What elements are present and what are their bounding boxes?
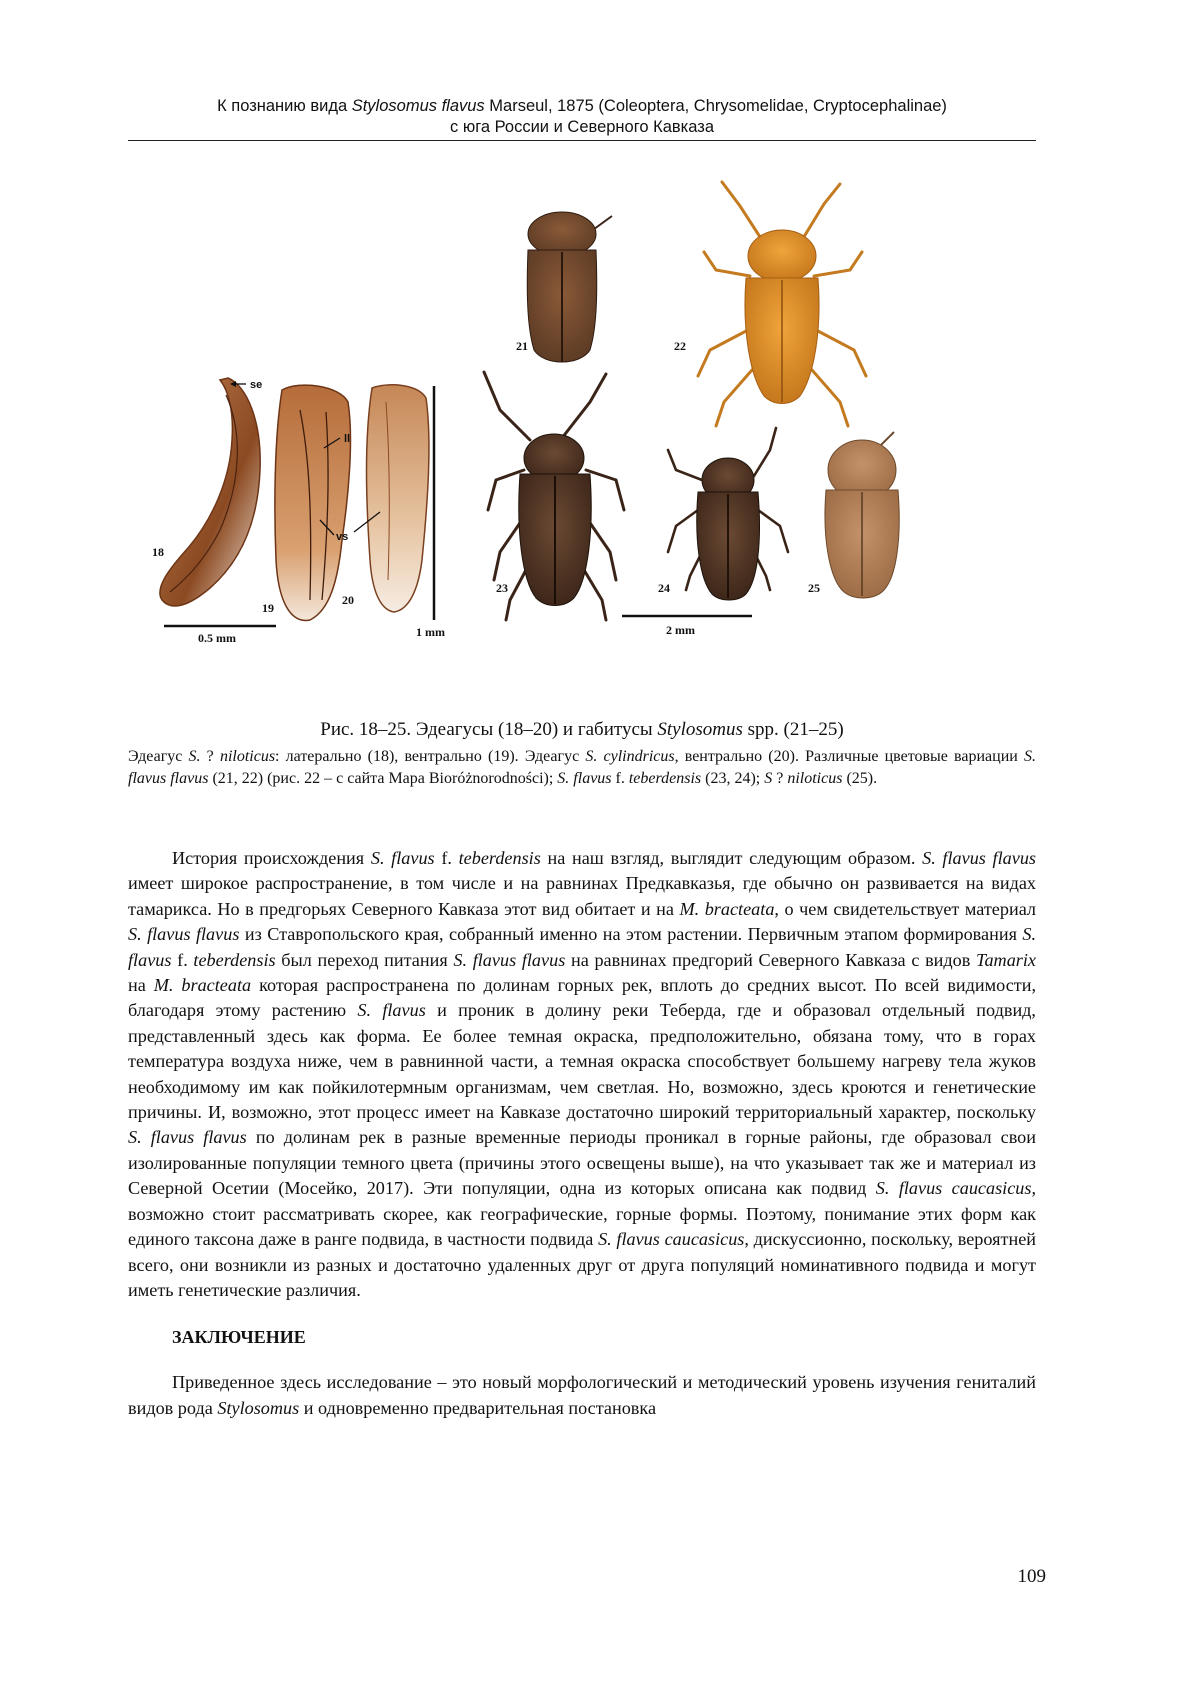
panel-number-22: 22 (674, 339, 686, 353)
running-header (128, 96, 1036, 138)
svg-text:1 mm: 1 mm (416, 625, 445, 639)
running-header-line-1: К познанию вида Stylosomus flavus Marseul, 1875 (Coleoptera, Chrysomelidae, Cryptocephalinae) (217, 97, 947, 115)
header-rule (128, 140, 1036, 141)
scale-bar-0-5mm (164, 626, 276, 645)
panel-number-20: 20 (342, 593, 354, 607)
panel-number-25: 25 (808, 581, 820, 595)
paragraph-conclusion: Приведенное здесь исследование – это новый морфологический и методический уровень изучения гениталий видов рода Stylosomus и одновременно предварительная постановка (128, 1372, 1036, 1418)
svg-text:ll: ll (344, 433, 351, 445)
aedeagus-19-ventral (275, 385, 351, 620)
svg-text:vs: vs (336, 531, 349, 543)
panel-number-18: 18 (152, 545, 164, 559)
figure-18-25 (150, 180, 1040, 700)
figure-plate (150, 180, 1040, 700)
beetle-21 (527, 212, 612, 362)
section-heading-conclusion: ЗАКЛЮЧЕНИЕ (172, 1327, 306, 1348)
panel-number-19: 19 (262, 601, 274, 615)
caption-text: Эдеагус S. ? niloticus: латерально (18), вентрально (19). Эдеагус S. cylindricus, вентрально (20). Различные цветовые вариации S. flavus flavus (21, 22) (рис. 22 – с сайта Мара Bioróżnorodności); S. flavus f. teberdensis (23, 24); S ? niloticus (25). (128, 748, 1036, 787)
page-number: 109 (1017, 1566, 1046, 1587)
caption-title: Рис. 18–25. Эдеагусы (18–20) и габитусы Stylosomus spp. (21–25) (320, 719, 844, 740)
beetle-22 (698, 182, 866, 426)
beetle-25 (825, 432, 899, 598)
body-text (128, 846, 1036, 1421)
svg-text:0.5 mm: 0.5 mm (198, 631, 236, 645)
panel-number-24: 24 (658, 581, 670, 595)
svg-text:se: se (250, 379, 263, 391)
scale-bar-2mm (622, 616, 752, 637)
panel-number-21: 21 (516, 339, 528, 353)
aedeagus-18-lateral (160, 378, 263, 606)
figure-caption (128, 718, 1036, 790)
beetle-24 (668, 428, 788, 600)
paragraph-origin: История происхождения S. flavus f. teberdensis на наш взгляд, выглядит следующим образом. S. flavus flavus имеет широкое распространение, в том числе и на равнинах Предкавказья, где обычно он развивается на видах тамарикса. Но в предгорьях Северного Кавказа этот вид обитает и на M. bracteata, о чем свидетельствует материал S. flavus flavus из Ставропольского края, собранный именно на этом растении. Первичным этапом формирования S. flavus f. teberdensis был переход питания S. flavus flavus на равнинах предгорий Северного Кавказа с видов Tamarix на M. bracteata которая распространена по долинам горных рек, вплоть до средних высот. По всей видимости, благодаря этому растению S. flavus и проник в долину реки Теберда, где и образовал отдельный подвид, представленный здесь как форма. Ее более темная окраска, предположительно, обязана тому, что в горах температура воздуха ниже, чем в равнинной части, а темная окраска способствует большему нагреву тела жуков необходимому им как пойкилотермным организмам, чем светлая. Но, возможно, здесь кроются и генетические причины. И, возможно, этот процесс имеет на Кавказе достаточно широкий территориальный характер, поскольку S. flavus flavus по долинам рек в разные временные периоды проникал в горные районы, где образовал свои изолированные популяции темного цвета (причины этого освещены выше), на что указывает так же и материал из Северной Осетии (Мосейко, 2017). Эти популяции, одна из которых описана как подвид S. flavus caucasicus, возможно стоит рассматривать скорее, как географические, горные формы. Поэтому, понимание этих форм как единого таксона даже в ранге подвида, в частности подвида S. flavus caucasicus, дискуссионно, поскольку, вероятней всего, они возникли из разных и достаточно удаленных друг от друга популяций номинативного подвида и могут иметь генетические различия. (128, 848, 1037, 1300)
svg-text:2 mm: 2 mm (666, 623, 695, 637)
aedeagus-20-ventral (367, 385, 429, 612)
panel-number-23: 23 (496, 581, 508, 595)
running-header-line-2: с юга России и Северного Кавказа (450, 118, 714, 136)
